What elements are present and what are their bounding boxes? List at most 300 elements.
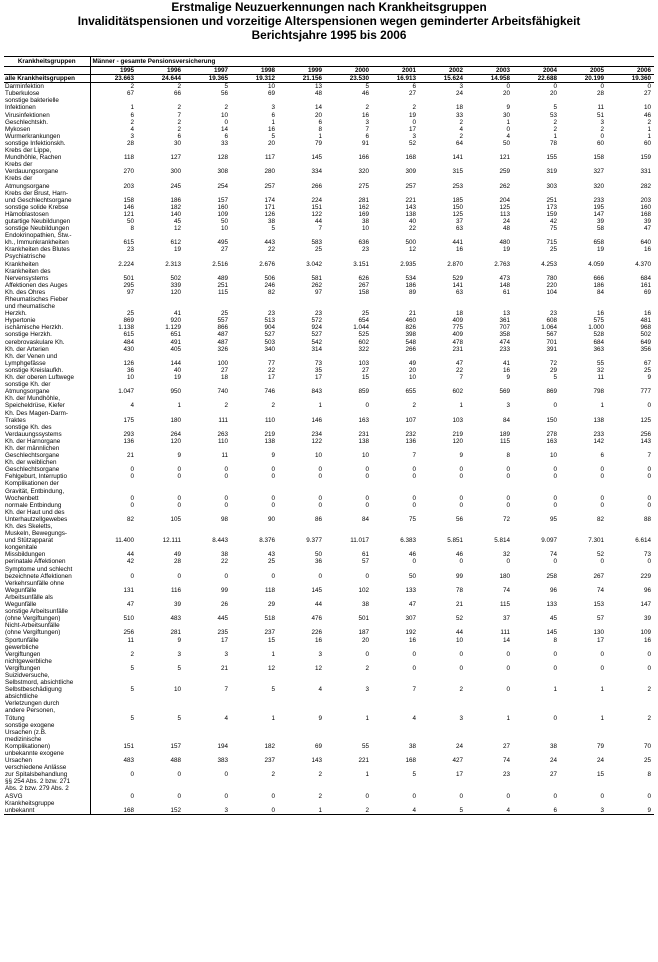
- row-label: [4, 268, 90, 282]
- row-label: [4, 566, 90, 580]
- row-label-line: und rheumatische: [5, 303, 56, 311]
- cell-value: 57: [596, 615, 604, 623]
- cell-value: 74: [549, 551, 557, 559]
- cell-value: 0: [553, 494, 557, 502]
- cell-value: 166: [358, 154, 369, 162]
- cell-value: 148: [499, 281, 510, 289]
- cell-value: 120: [452, 437, 463, 445]
- row-label: [4, 190, 90, 204]
- row-label-line: Kh. der Haut und des: [5, 508, 65, 516]
- row-label-line: Krebs der Brust, Harn-: [5, 189, 68, 197]
- cell-value: 14: [502, 636, 510, 644]
- cell-value: 775: [452, 324, 463, 332]
- cell-value: 0: [506, 466, 510, 474]
- cell-value: 143: [311, 757, 322, 765]
- cell-value: 10: [549, 452, 557, 460]
- cell-value: 262: [499, 182, 510, 190]
- cell-value: 195: [593, 203, 604, 211]
- row-label-line: Geschlechtskh.: [5, 118, 49, 126]
- cell-value: 331: [640, 168, 651, 176]
- cell-value: 264: [170, 430, 181, 438]
- cell-value: 0: [506, 558, 510, 566]
- cell-value: 0: [365, 650, 369, 658]
- cell-value: 17: [267, 374, 275, 382]
- row-label-line: Kh. des Skeletts,: [5, 523, 53, 530]
- row-label: [4, 353, 90, 367]
- cell-value: 281: [358, 196, 369, 204]
- cell-value: 50: [502, 139, 510, 147]
- row-label-line: Infektionen: [5, 104, 36, 112]
- total-value: 19.312: [231, 75, 278, 83]
- cell-value: 282: [640, 182, 651, 190]
- cell-value: 1: [365, 714, 369, 722]
- cell-value: 36: [126, 366, 134, 374]
- table-row: [4, 232, 654, 246]
- cell-value: 2: [130, 83, 134, 91]
- cell-value: 219: [264, 430, 275, 438]
- cell-value: 0: [647, 501, 651, 509]
- cell-value: 0: [412, 558, 416, 566]
- cell-value: 125: [640, 416, 651, 424]
- row-label-line: Krebs der: [5, 175, 33, 183]
- cell-value: 35: [314, 366, 322, 374]
- row-label-line: sonstige bakterielle: [5, 97, 59, 105]
- cell-value: 1: [553, 686, 557, 694]
- row-label-line: Kh. der weiblichen: [5, 459, 57, 467]
- cell-value: 7: [318, 225, 322, 233]
- total-value: 16.913: [372, 75, 419, 83]
- row-label: [4, 339, 90, 346]
- cell-value: 3: [506, 402, 510, 410]
- cell-value: 180: [499, 572, 510, 580]
- cell-value: 5: [130, 686, 134, 694]
- cell-value: 8: [553, 636, 557, 644]
- table-row: [4, 90, 654, 97]
- row-label: [4, 112, 90, 119]
- table-row: [4, 764, 654, 778]
- row-label-line: Symptome und schlecht: [5, 565, 73, 573]
- cell-value: 32: [502, 551, 510, 559]
- cell-value: 17: [408, 125, 416, 133]
- cell-value: 152: [137, 800, 184, 815]
- cell-value: 5: [365, 83, 369, 91]
- cell-value: 5: [271, 225, 275, 233]
- cell-value: 16: [502, 366, 510, 374]
- cell-value: 77: [267, 359, 275, 367]
- table-row: [4, 644, 654, 658]
- row-label-line: Herzkh.: [5, 310, 27, 318]
- row-label-line: Selbstmord, absichtliche: [5, 679, 74, 687]
- cell-value: 145: [311, 154, 322, 162]
- cell-value: 120: [170, 288, 181, 296]
- row-label-line: Suizidversuche,: [5, 671, 50, 679]
- row-label: [4, 133, 90, 140]
- total-value: 14.958: [466, 75, 513, 83]
- title-line-1: Erstmalige Neuzuerkennungen nach Krankheitsgruppen: [171, 0, 487, 14]
- cell-value: 27: [408, 90, 416, 98]
- cell-value: 278: [546, 430, 557, 438]
- cell-value: 0: [647, 650, 651, 658]
- cell-value: 409: [452, 331, 463, 339]
- cell-value: 107: [405, 416, 416, 424]
- cell-value: 0: [647, 792, 651, 800]
- cell-value: 226: [311, 629, 322, 637]
- cell-value: 0: [412, 650, 416, 658]
- cell-value: 4.059: [588, 260, 604, 268]
- row-label: [4, 204, 90, 211]
- cell-value: 9: [647, 374, 651, 382]
- cell-value: 11: [221, 452, 228, 460]
- row-label-line: Wegunfälle: [5, 601, 37, 609]
- cell-value: 5: [412, 771, 416, 779]
- cell-value: 138: [405, 210, 416, 218]
- cell-value: 1: [600, 714, 604, 722]
- cell-value: 118: [123, 154, 134, 162]
- cell-value: 2: [412, 402, 416, 410]
- cell-value: 17: [220, 636, 228, 644]
- cell-value: 0: [224, 792, 228, 800]
- cell-value: 356: [640, 345, 651, 353]
- cell-value: 5: [553, 104, 557, 112]
- total-value: 23.530: [325, 75, 372, 83]
- table-row: [4, 324, 654, 331]
- cell-value: 20: [549, 90, 557, 98]
- cell-value: 0: [459, 558, 463, 566]
- cell-value: 0: [459, 664, 463, 672]
- table-row: [4, 800, 654, 815]
- cell-value: 0: [506, 792, 510, 800]
- cell-value: 0: [600, 466, 604, 474]
- cell-value: 0: [130, 473, 134, 481]
- cell-value: 128: [217, 154, 228, 162]
- cell-value: 0: [224, 466, 228, 474]
- cell-value: 502: [170, 274, 181, 282]
- cell-value: 0: [318, 473, 322, 481]
- cell-value: 233: [593, 196, 604, 204]
- cell-value: 16: [267, 125, 275, 133]
- cell-value: 61: [502, 288, 510, 296]
- cell-value: 27: [220, 366, 228, 374]
- cell-value: 231: [358, 430, 369, 438]
- cell-value: 480: [499, 239, 510, 247]
- cell-value: 6: [177, 132, 181, 140]
- cell-value: 483: [123, 757, 134, 765]
- cell-value: 326: [217, 345, 228, 353]
- table-row: [4, 346, 654, 353]
- row-label-line: ischämische Herzkh.: [5, 324, 64, 332]
- cell-value: 103: [358, 359, 369, 367]
- cell-value: 50: [314, 551, 322, 559]
- cell-value: 2: [130, 118, 134, 126]
- cell-value: 2.676: [259, 260, 275, 268]
- table-row: [4, 119, 654, 126]
- cell-value: 25: [220, 310, 228, 318]
- cell-value: 115: [499, 437, 510, 445]
- cell-value: 391: [546, 345, 557, 353]
- row-label-line: sonstige Infektionskh.: [5, 139, 66, 147]
- cell-value: 0: [506, 473, 510, 481]
- row-label-line: Tötung: [5, 714, 25, 722]
- cell-value: 339: [170, 281, 181, 289]
- cell-value: 3.042: [306, 260, 322, 268]
- table-row: [4, 445, 654, 459]
- total-row: [4, 75, 654, 83]
- cell-value: 55: [596, 359, 604, 367]
- cell-value: 2: [647, 686, 651, 694]
- cell-value: 39: [643, 615, 651, 623]
- cell-value: 0: [600, 494, 604, 502]
- cell-value: 0: [459, 650, 463, 658]
- cell-value: 259: [499, 168, 510, 176]
- cell-value: 503: [264, 338, 275, 346]
- cell-value: 96: [549, 586, 557, 594]
- cell-value: 334: [311, 168, 322, 176]
- row-label-line: verschiedene Anlässe: [5, 764, 67, 772]
- cell-value: 29: [267, 601, 275, 609]
- cell-value: 0: [459, 473, 463, 481]
- cell-value: 40: [408, 217, 416, 225]
- cell-value: 138: [358, 437, 369, 445]
- cell-value: 254: [217, 182, 228, 190]
- cell-value: 15: [267, 636, 275, 644]
- cell-value: 0: [365, 501, 369, 509]
- cell-value: 707: [499, 324, 510, 332]
- cell-value: 3: [365, 686, 369, 694]
- cell-value: 5: [224, 83, 228, 91]
- row-label: [4, 161, 90, 175]
- cell-value: 491: [170, 338, 181, 346]
- cell-value: 21: [126, 452, 134, 460]
- table-row: [4, 367, 654, 374]
- cell-value: 701: [546, 338, 557, 346]
- cell-value: 37: [455, 217, 463, 225]
- row-label-line: Komplikationen): [5, 742, 51, 750]
- row-label-line: Wochenbett: [5, 494, 39, 502]
- row-label-line: Krebs der Lippe,: [5, 147, 52, 155]
- cell-value: 6.383: [400, 537, 416, 545]
- cell-value: 220: [546, 281, 557, 289]
- cell-value: 251: [217, 281, 228, 289]
- table-row: [4, 282, 654, 289]
- cell-value: 0: [506, 650, 510, 658]
- cell-value: 9: [177, 452, 181, 460]
- row-label-line: Kh. der Venen und: [5, 352, 58, 360]
- cell-value: 120: [170, 437, 181, 445]
- row-label: [4, 622, 90, 636]
- row-label: [4, 331, 90, 338]
- cell-value: 308: [217, 168, 228, 176]
- cell-value: 320: [593, 182, 604, 190]
- row-label: [4, 424, 90, 438]
- cell-value: 8.376: [259, 537, 275, 545]
- cell-value: 24: [502, 217, 510, 225]
- cell-value: 232: [405, 430, 416, 438]
- cell-value: 5: [177, 714, 181, 722]
- cell-value: 7: [365, 125, 369, 133]
- cell-value: 0: [177, 473, 181, 481]
- cell-value: 0: [459, 792, 463, 800]
- cell-value: 0: [600, 83, 604, 91]
- row-label: [4, 410, 90, 424]
- cell-value: 1: [553, 132, 557, 140]
- cell-value: 869: [123, 317, 134, 325]
- cell-value: 10: [267, 83, 275, 91]
- cell-value: 1.138: [118, 324, 134, 332]
- row-label: [4, 459, 90, 473]
- row-label-line: perinatale Affektionen: [5, 558, 66, 566]
- total-value: 21.156: [278, 75, 325, 83]
- cell-value: 826: [405, 324, 416, 332]
- cell-value: 2.935: [400, 260, 416, 268]
- cell-value: 513: [264, 317, 275, 325]
- row-label: [4, 523, 90, 544]
- cell-value: 20: [267, 139, 275, 147]
- cell-value: 155: [546, 154, 557, 162]
- row-label: [4, 218, 90, 225]
- table-row: [4, 353, 654, 367]
- cell-value: 46: [455, 551, 463, 559]
- row-label: [4, 253, 90, 267]
- cell-value: 2: [325, 800, 372, 815]
- row-label-line: bezeichnete Affektionen: [5, 572, 72, 580]
- cell-value: 1.047: [118, 388, 134, 396]
- cell-value: 67: [126, 90, 134, 98]
- cell-value: 78: [455, 586, 463, 594]
- cell-value: 10: [173, 686, 181, 694]
- cell-value: 3: [365, 118, 369, 126]
- cell-value: 7: [412, 452, 416, 460]
- cell-value: 1: [318, 132, 322, 140]
- cell-value: 10: [361, 225, 369, 233]
- cell-value: 27: [502, 742, 510, 750]
- table-row: [4, 225, 654, 232]
- cell-value: 2: [647, 118, 651, 126]
- cell-value: 133: [546, 601, 557, 609]
- cell-value: 162: [358, 203, 369, 211]
- row-label-line: zur Spitalsbehandlung: [5, 771, 68, 779]
- cell-value: 18: [220, 374, 228, 382]
- cell-value: 20: [408, 366, 416, 374]
- row-label-line: Hypertonie: [5, 317, 36, 325]
- cell-value: 5: [177, 664, 181, 672]
- cell-value: 361: [499, 317, 510, 325]
- cell-value: 11.400: [115, 537, 134, 545]
- cell-value: 95: [549, 515, 557, 523]
- cell-value: 88: [643, 515, 651, 523]
- cell-value: 157: [170, 742, 181, 750]
- row-label-line: Ursachen: [5, 757, 32, 765]
- row-label-line: Krankheitsgruppe: [5, 799, 55, 807]
- cell-value: 363: [593, 345, 604, 353]
- cell-value: 315: [452, 168, 463, 176]
- cell-value: 2: [365, 104, 369, 112]
- row-label-line: medizinische: [5, 735, 42, 743]
- cell-value: 24: [455, 90, 463, 98]
- title-line-2: Invaliditätspensionen und vorzeitige Alterspensionen wegen geminderter Arbeitsfähigkeit: [77, 14, 581, 28]
- cell-value: 16: [314, 636, 322, 644]
- cell-value: 45: [173, 217, 181, 225]
- cell-value: 25: [643, 366, 651, 374]
- cell-value: 78: [549, 139, 557, 147]
- cell-value: 2: [177, 118, 181, 126]
- cell-value: 0: [647, 83, 651, 91]
- cell-value: 920: [170, 317, 181, 325]
- table-row: [4, 317, 654, 324]
- cell-value: 111: [500, 629, 510, 637]
- cell-value: 52: [408, 139, 416, 147]
- cell-value: 0: [318, 572, 322, 580]
- cell-value: 6: [513, 800, 560, 815]
- cell-value: 25: [314, 246, 322, 254]
- cell-value: 500: [405, 239, 416, 247]
- cell-value: 8: [506, 452, 510, 460]
- cell-value: 0: [271, 501, 275, 509]
- cell-value: 484: [123, 338, 134, 346]
- cell-value: 221: [358, 757, 369, 765]
- cell-value: 2: [459, 118, 463, 126]
- cell-value: 443: [264, 239, 275, 247]
- row-label: [4, 126, 90, 133]
- table-row: [4, 331, 654, 338]
- cell-value: 37: [502, 615, 510, 623]
- cell-value: 257: [405, 182, 416, 190]
- cell-value: 0: [177, 494, 181, 502]
- cell-value: 146: [123, 203, 134, 211]
- cell-value: 280: [264, 168, 275, 176]
- cell-value: 655: [405, 388, 416, 396]
- cell-value: 22: [267, 366, 275, 374]
- cell-value: 2: [459, 686, 463, 694]
- cell-value: 488: [170, 757, 181, 765]
- table-row: [4, 480, 654, 501]
- cell-value: 23: [314, 310, 322, 318]
- row-label: [4, 232, 90, 246]
- row-label-line: kongenitale: [5, 544, 38, 552]
- cell-value: 46: [408, 551, 416, 559]
- cell-value: 542: [311, 338, 322, 346]
- cell-value: 19: [173, 374, 181, 382]
- cell-value: 97: [126, 288, 134, 296]
- cell-value: 460: [405, 317, 416, 325]
- cell-value: 666: [593, 274, 604, 282]
- cell-value: 28: [126, 139, 134, 147]
- cell-value: 6: [271, 111, 275, 119]
- cell-value: 50: [220, 217, 228, 225]
- cell-value: 859: [358, 388, 369, 396]
- cell-value: 6: [365, 132, 369, 140]
- cell-value: 237: [264, 757, 275, 765]
- table-row: [4, 544, 654, 558]
- table-row: [4, 438, 654, 445]
- row-label: [4, 317, 90, 324]
- cell-value: 15: [596, 771, 604, 779]
- cell-value: 684: [593, 338, 604, 346]
- cell-value: 75: [408, 515, 416, 523]
- row-label-line: Lymphgefässe: [5, 359, 46, 367]
- cell-value: 21: [220, 664, 228, 672]
- year-header-blank: [4, 67, 90, 75]
- cell-value: 3: [224, 650, 228, 658]
- cell-value: 9: [271, 452, 275, 460]
- cell-value: 19: [596, 246, 604, 254]
- cell-value: 63: [455, 288, 463, 296]
- cell-value: 501: [123, 274, 134, 282]
- cell-value: 1: [647, 132, 651, 140]
- cell-value: 481: [640, 317, 651, 325]
- table-row: [4, 133, 654, 140]
- cell-value: 0: [506, 664, 510, 672]
- cell-value: 583: [311, 239, 322, 247]
